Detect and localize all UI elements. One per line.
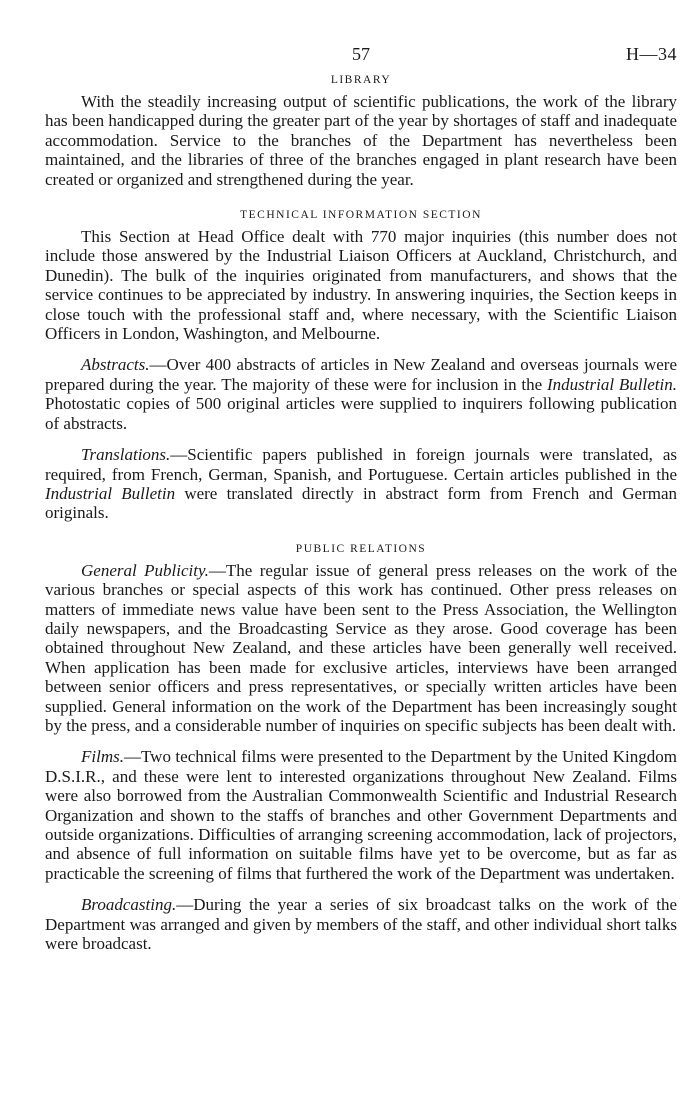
translations-text-a: —Scientific papers published in foreign journals were translated, as required, from French, German, Spanish, and Portuguese. Certain articles published in the [45,445,677,484]
abstracts-paragraph [45,355,677,433]
general-publicity-paragraph [45,561,677,736]
library-paragraph: With the steadily increasing output of scientific publications, the work of the library has been handicapped during the greater part of the year by shortages of staff and inadequate accommodation. Service to the branches of the Department has nevertheless been maintained, and the libraries of three of the branches engaged in plant research have been created or organized and strengthened during the year. [45,92,677,189]
films-lead: Films. [81,747,124,767]
films-text: —Two technical films were presented to the Department by the United Kingdom D.S.I.R., and these were lent to interested organizations throughout New Zealand. Films were also borrowed from the Australian Commonwealth Scientific and Industrial Research Organization and shown to the staffs of branches and other Government Departments and outside organizations. Difficulties of arranging screening accommodation, lack of projectors, and absence of full information on suitable films have yet to be overcome, but as far as practicable the screening of films that furthered the work of the Department was undertaken. [45,747,677,883]
public-relations-heading: PUBLIC RELATIONS [295,542,427,555]
general-publicity-text: —The regular issue of general press releases on the work of the various branches or special aspects of this work has continued. Other press releases on matters of immediate news value have been sent to the Press Association, the Wellington daily newspapers, and the Broadcasting Service as they arose. Good coverage has been obtained throughout New Zealand, and these articles have been generally well received. When application has been made for exclusive articles, interviews have been arranged between senior officers and press representatives, or specially written articles have been supplied. General information on the work of the Department has been increasingly sought by the press, and a considerable number of inquiries on specific subjects has been dealt with. [45,560,677,735]
abstracts-text-a: —Over 400 abstracts of articles in New Zealand and overseas journals were prepared during the year. The majority of these were for inclusion in the [45,355,677,394]
document-page [45,44,677,953]
translations-lead: Translations. [81,445,171,465]
translations-text-b: were translated directly in abstract form from French and German originals. [45,483,677,523]
abstracts-bulletin-title: Industrial Bulletin. [547,374,677,394]
broadcasting-paragraph [45,895,677,953]
library-heading: LIBRARY [330,74,392,86]
films-paragraph [45,747,677,883]
general-publicity-lead: General Publicity. [81,560,209,580]
broadcasting-lead: Broadcasting. [81,895,177,915]
page-header [45,44,677,74]
broadcasting-text: —During the year a series of six broadcast talks on the work of the Department was arranged and given by members of the staff, and other individual short talks were broadcast. [45,895,677,954]
technical-information-section [45,209,677,523]
translations-paragraph [45,445,677,523]
translations-bulletin-title: Industrial Bulletin [45,483,176,503]
abstracts-text-b: Photostatic copies of 500 original articles were supplied to inquirers following publication of abstracts. [45,394,677,433]
document-reference: H—34 [626,44,677,64]
technical-paragraph: This Section at Head Office dealt with 770 major inquiries (this number does not include those answered by the Industrial Liaison Officers at Auckland, Christchurch, and Dunedin). The bulk of the inquiries originated from manufacturers, and shows that the service continues to be appreciated by industry. In answering inquiries, the Section keeps in close touch with the professional staff and, where necessary, with the Scientific Liaison Officers in London, Washington, and Melbourne. [45,227,677,344]
abstracts-lead: Abstracts. [81,355,150,375]
library-section [45,74,677,189]
public-relations-section [45,543,677,954]
technical-heading: TECHNICAL INFORMATION SECTION [240,209,482,222]
page-number: 57 [352,44,370,64]
